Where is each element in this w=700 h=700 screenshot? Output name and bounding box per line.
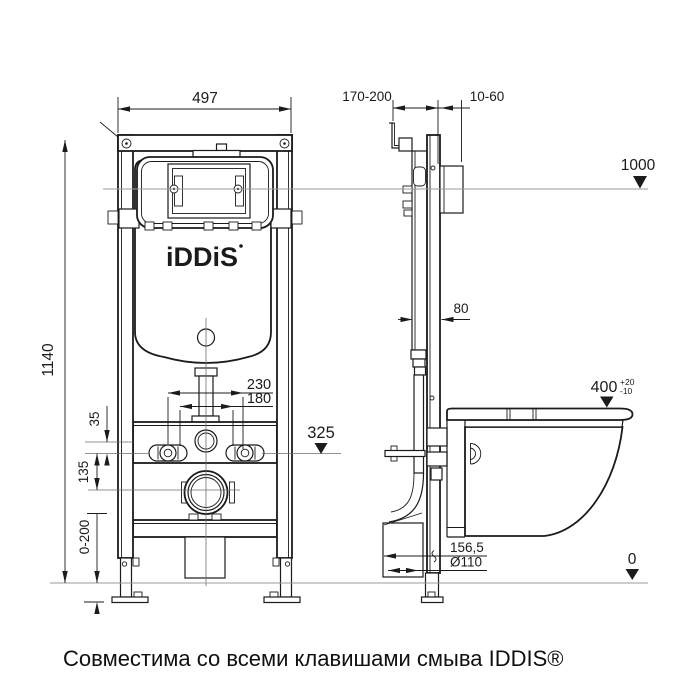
toilet-bowl [447, 409, 633, 538]
dim-bolt-height-marker [307, 424, 335, 454]
level-triangle-400 [600, 397, 614, 408]
level-triangle-0 [626, 569, 640, 580]
flush-pipe-front [192, 368, 219, 424]
dim-label-1140: 1140 [40, 343, 57, 377]
level-triangle-325 [315, 443, 328, 454]
dim-label-135: 135 [76, 460, 91, 484]
level-marker-1000 [621, 157, 656, 189]
dim-label-170-200: 170-200 [342, 89, 392, 104]
dim-drain-offset [76, 454, 100, 491]
level-label-400-minus: -10 [620, 386, 633, 396]
mounting-bolt-right [226, 445, 264, 461]
toilet-seat-lid [447, 409, 633, 421]
dim-label-156-5: 156,5 [450, 540, 484, 555]
dim-front-width [118, 90, 291, 133]
dim-label-10-60: 10-60 [469, 89, 505, 104]
flush-pipe-side [383, 350, 426, 577]
dim-label-325: 325 [307, 424, 335, 442]
foot-plate-left [112, 597, 148, 603]
level-marker-0 [626, 551, 640, 580]
front-view [85, 135, 341, 603]
dim-label-0-200: 0-200 [77, 519, 92, 555]
drain-template-box [185, 537, 225, 578]
level-label-1000: 1000 [620, 157, 656, 174]
dim-label-180: 180 [246, 391, 272, 407]
side-view [383, 123, 633, 603]
level-triangle-1000 [633, 176, 647, 189]
foot-plate-right [264, 597, 300, 603]
brand-logo: iDDiS [165, 242, 239, 272]
level-marker-400 [591, 377, 635, 408]
dim-inlet-offset [87, 406, 110, 466]
water-supply-pipe [389, 123, 412, 151]
level-label-400: 400 [590, 379, 618, 396]
registered-mark-dot [239, 244, 243, 248]
dim-label-497: 497 [192, 90, 218, 107]
mounting-bolt-left [149, 445, 187, 461]
dim-leg-adjustment [77, 514, 107, 615]
dim-label-230: 230 [246, 377, 272, 393]
drain-outlet-box [383, 523, 423, 577]
drain-outlet-circle [182, 471, 235, 520]
side-foot [422, 573, 444, 603]
dim-label-d110: Ø110 [450, 554, 483, 570]
level-label-0: 0 [627, 551, 637, 568]
dim-label-80: 80 [453, 301, 469, 316]
flush-panel-frame [108, 144, 302, 230]
level-label-400-plus: +20 [620, 377, 635, 387]
dim-label-35: 35 [87, 411, 102, 427]
compatibility-caption: Совместима со всеми клавишами смыва IDDIS® [63, 646, 564, 671]
rail-profile [427, 135, 440, 573]
